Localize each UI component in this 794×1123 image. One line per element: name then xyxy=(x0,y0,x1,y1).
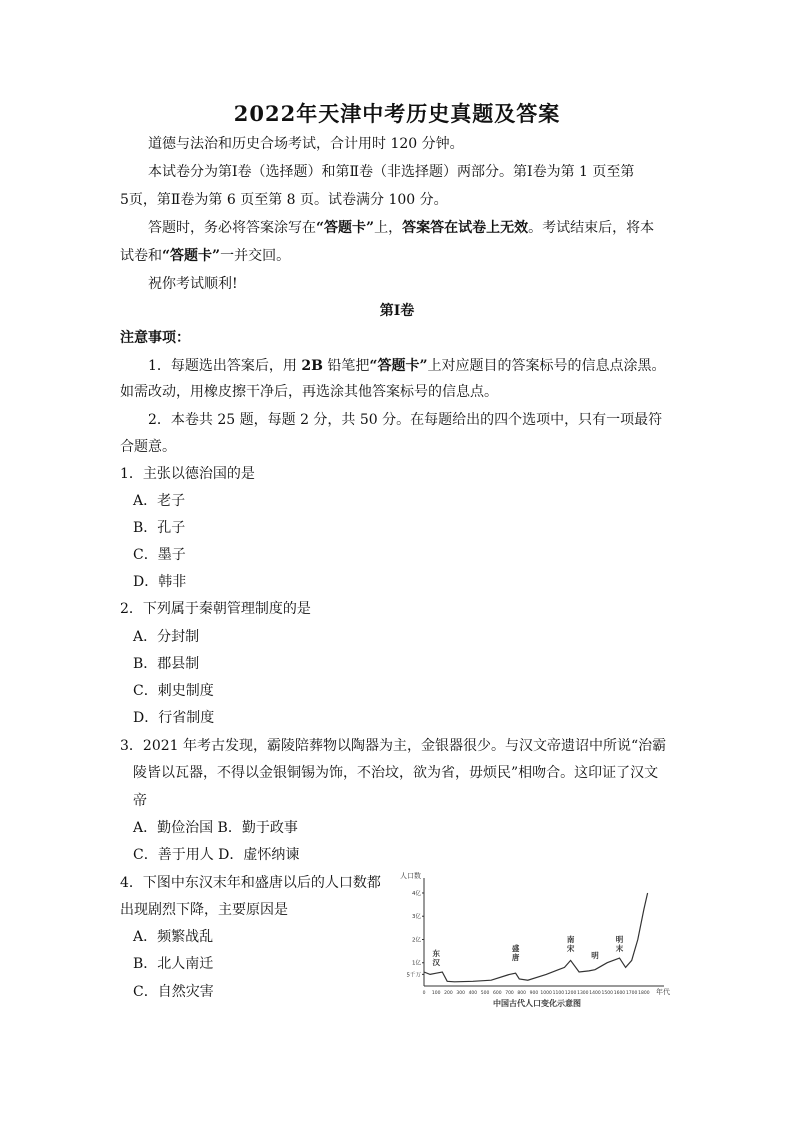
question-1-option-b: B．孔子 xyxy=(133,520,186,536)
answer-card-term: “答题卡” xyxy=(162,248,221,264)
x-tick-label: 1800 xyxy=(638,991,650,996)
x-tick-label: 500 xyxy=(480,991,490,996)
question-3-options-cd: C．善于用人 D．虚怀纳谏 xyxy=(133,847,300,863)
question-2-option-b: B．郡县制 xyxy=(133,656,200,672)
notice-item-1-line-2: 如需改动，用橡皮擦干净后，再选涂其他答案标号的信息点。 xyxy=(120,384,498,400)
intro-text: 。考试结束后，将本 xyxy=(528,220,655,236)
x-tick-label: 1000 xyxy=(540,991,552,996)
chart-title: 中国古代人口变化示意图 xyxy=(493,999,581,1008)
question-1-option-a: A．老子 xyxy=(133,493,186,509)
intro-text: 一并交回。 xyxy=(220,248,291,264)
x-tick-label: 1400 xyxy=(589,991,601,996)
y-axis-label: 人口数 xyxy=(400,872,421,880)
x-tick-label: 1200 xyxy=(564,991,577,996)
x-tick-label: 400 xyxy=(468,991,478,996)
intro-line-2: 本试卷分为第Ⅰ卷（选择题）和第Ⅱ卷（非选择题）两部分。第Ⅰ卷为第 1 页至第 xyxy=(148,164,635,180)
y-tick-label: 1亿 xyxy=(412,960,421,967)
question-2-stem: 2．下列属于秦朝管理制度的是 xyxy=(120,601,311,617)
question-2-option-d: D．行省制度 xyxy=(133,710,215,726)
annotation-2: 宋 xyxy=(566,943,575,953)
x-tick-label: 0 xyxy=(422,991,426,996)
question-1-option-c: C．墨子 xyxy=(133,547,186,563)
question-1-stem: 1．主张以德治国的是 xyxy=(120,466,255,482)
notice-text: 1．每题选出答案后，用 xyxy=(148,358,302,374)
question-4-option-b: B．北人南迁 xyxy=(133,956,214,972)
notice-text: 上对应题目的答案标号的信息点涂黑。 xyxy=(427,358,666,374)
question-3-stem-line-2: 陵皆以瓦器，不得以金银铜锡为饰，不治坟，欲为省，毋烦民”相吻合。这印证了汉文 xyxy=(133,765,659,781)
x-tick-label: 700 xyxy=(505,991,514,996)
answer-card-term: “答题卡” xyxy=(316,220,375,236)
annotation-4: 末 xyxy=(615,943,624,953)
x-tick-label: 1700 xyxy=(625,991,638,996)
notice-item-2: 2．本卷共 25 题，每题 2 分，共 50 分。在每题给出的四个选项中，只有一项最符 xyxy=(148,412,663,428)
x-tick-label: 600 xyxy=(493,991,502,996)
x-tick-label: 1500 xyxy=(601,991,613,996)
population-chart xyxy=(398,866,680,1016)
annotation-1: 盛 xyxy=(511,944,520,954)
intro-line-1: 道德与法治和历史合场考试，合计用时 120 分钟。 xyxy=(148,136,464,152)
notice-text: 铅笔把 xyxy=(322,358,370,374)
population-line xyxy=(424,893,648,982)
population-chart-svg xyxy=(398,866,680,1016)
pencil-term: 2B xyxy=(301,358,323,374)
annotation-4: 明 xyxy=(615,934,624,944)
intro-line-4 xyxy=(148,218,654,238)
intro-line-3: 5页，第Ⅱ卷为第 6 页至第 8 页。试卷满分 100 分。 xyxy=(120,192,448,208)
question-4-option-a: A．频繁战乱 xyxy=(133,929,214,945)
question-3-stem-line-1: 3．2021 年考古发现，霸陵陪葬物以陶器为主，金银器很少。与汉文帝遗诏中所说“治霸 xyxy=(120,738,667,754)
x-tick-label: 800 xyxy=(517,991,527,996)
x-axis-label: 年代 xyxy=(656,988,670,996)
y-tick-label: 4亿 xyxy=(412,890,421,897)
question-1-option-d: D．韩非 xyxy=(133,574,187,590)
question-2-option-a: A．分封制 xyxy=(133,629,200,645)
annotation-0: 汉 xyxy=(432,957,440,967)
answer-card-term: “答题卡” xyxy=(369,358,428,374)
y-tick-label: 5千万 xyxy=(406,972,421,979)
intro-text: 答题时，务必将答案涂写在 xyxy=(148,220,316,236)
question-4-stem-line-2: 出现剧烈下降，主要原因是 xyxy=(120,902,288,918)
question-3-options-ab: A．勤俭治国 B．勤于政事 xyxy=(133,820,298,836)
intro-line-5 xyxy=(120,246,290,266)
intro-line-6: 祝你考试顺利! xyxy=(148,276,238,292)
question-2-option-c: C．刺史制度 xyxy=(133,683,214,699)
notice-item-1 xyxy=(148,356,666,376)
section-title: 第Ⅰ卷 xyxy=(379,303,415,319)
x-tick-label: 1600 xyxy=(613,991,626,996)
x-tick-label: 900 xyxy=(529,991,539,996)
annotation-1: 唐 xyxy=(511,953,520,963)
intro-text: 试卷和 xyxy=(120,248,162,264)
question-4-stem-line-1: 4．下图中东汉末年和盛唐以后的人口数都 xyxy=(120,875,381,891)
annotation-3: 明 xyxy=(591,951,599,961)
x-tick-label: 1100 xyxy=(552,991,565,996)
question-3-stem-line-3: 帝 xyxy=(133,793,147,809)
x-tick-label: 200 xyxy=(444,991,453,996)
notice-heading: 注意事项： xyxy=(120,330,190,346)
annotation-0: 东 xyxy=(432,948,440,958)
x-tick-label: 300 xyxy=(456,991,465,996)
invalid-notice: 答案答在试卷上无效 xyxy=(402,220,529,236)
y-tick-label: 3亿 xyxy=(412,914,421,921)
annotation-2: 南 xyxy=(566,934,575,944)
x-tick-label: 1300 xyxy=(577,991,589,996)
page-title: 2022年天津中考历史真题及答案 xyxy=(233,101,561,126)
intro-text: 上， xyxy=(374,220,403,236)
question-4-option-c: C．自然灾害 xyxy=(133,984,214,1000)
x-tick-label: 100 xyxy=(431,991,441,996)
y-tick-label: 2亿 xyxy=(412,937,421,944)
notice-item-2-line-2: 合题意。 xyxy=(120,439,176,455)
